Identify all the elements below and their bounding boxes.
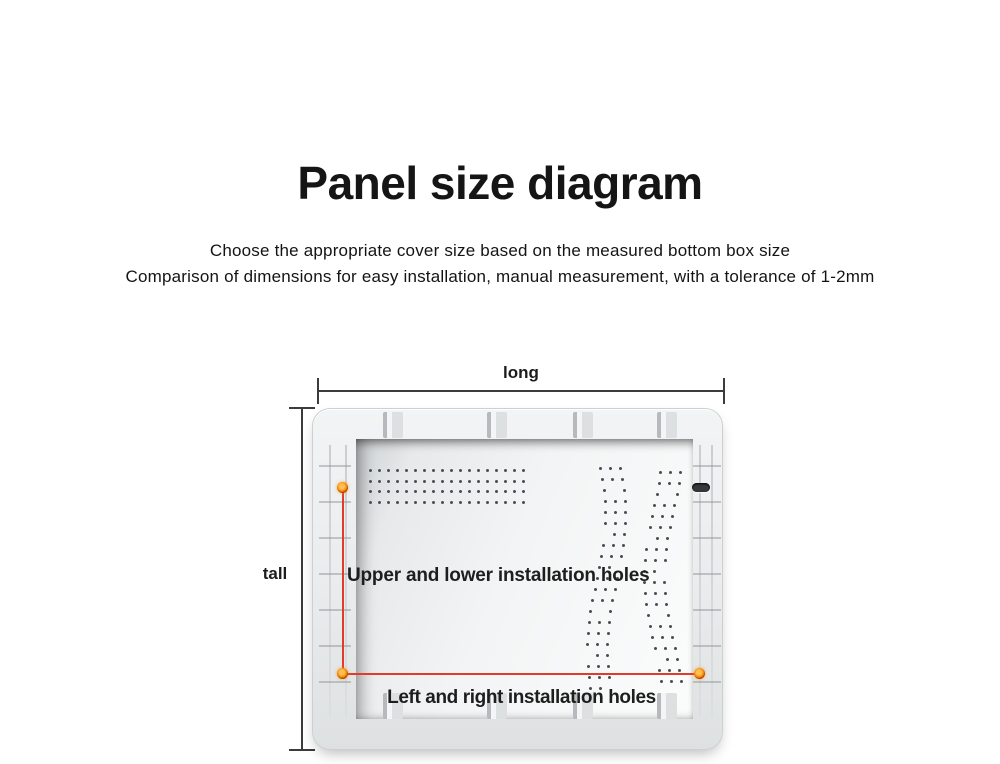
hole-dot [649, 526, 652, 529]
hole-dot [486, 490, 489, 493]
hole-dot [666, 658, 669, 661]
rim-rib [319, 609, 351, 611]
hole-dot [423, 501, 426, 504]
hole-dot [495, 469, 498, 472]
hole-dot [513, 480, 516, 483]
hole-dot [414, 490, 417, 493]
hole-dot [432, 501, 435, 504]
hole-dot [369, 469, 372, 472]
hole-dot [477, 469, 480, 472]
hole-dot [604, 522, 607, 525]
hole-dot [459, 469, 462, 472]
hole-dot [644, 592, 647, 595]
dimension-cap-right [723, 378, 725, 404]
hole-dot [659, 625, 662, 628]
hole-dot [486, 469, 489, 472]
hole-dot [450, 469, 453, 472]
hole-dot [468, 490, 471, 493]
hole-dot [459, 501, 462, 504]
dimension-line-horizontal [317, 390, 725, 392]
hole-dot [654, 592, 657, 595]
hole-dot [522, 501, 525, 504]
hole-dot [522, 469, 525, 472]
rim-rib [319, 645, 351, 647]
hole-dot [608, 621, 611, 624]
hole-dot [432, 480, 435, 483]
hole-dot [597, 632, 600, 635]
hole-dot [654, 559, 657, 562]
hole-dot [396, 480, 399, 483]
hole-dot [671, 515, 674, 518]
mounting-slot-hole-icon [692, 483, 710, 492]
hole-dot [432, 490, 435, 493]
hole-dot [504, 480, 507, 483]
hole-dot [468, 469, 471, 472]
hole-dot [623, 489, 626, 492]
horizontal-measure-line [343, 673, 700, 675]
hole-dot [450, 490, 453, 493]
hole-dot [624, 500, 627, 503]
hole-dot [468, 501, 471, 504]
vertical-measure-line [342, 488, 344, 674]
hole-dot [504, 469, 507, 472]
hole-dot [588, 676, 591, 679]
top-rim-notch [487, 412, 507, 438]
hole-dot [604, 500, 607, 503]
rim-rib [319, 465, 351, 467]
hole-dot [656, 493, 659, 496]
hole-dot [647, 614, 650, 617]
hole-dot [441, 501, 444, 504]
hole-dot [423, 469, 426, 472]
hole-dot [654, 647, 657, 650]
hole-dot [587, 665, 590, 668]
hole-dot [624, 522, 627, 525]
hole-dot [668, 669, 671, 672]
hole-dot [396, 490, 399, 493]
hole-dot [378, 480, 381, 483]
hole-dot [387, 501, 390, 504]
hole-dot [676, 493, 679, 496]
hole-dot [495, 501, 498, 504]
hole-dot [441, 480, 444, 483]
hole-dot [414, 501, 417, 504]
hole-dot [674, 647, 677, 650]
hole-dot [378, 501, 381, 504]
hole-dot [414, 469, 417, 472]
rim-groove [711, 445, 713, 717]
rim-rib [693, 645, 721, 647]
hole-dot [604, 511, 607, 514]
page-title: Panel size diagram [297, 157, 703, 209]
rim-rib [693, 465, 721, 467]
hole-dot [441, 490, 444, 493]
dimension-cap-bottom [289, 749, 315, 751]
hole-dot [670, 680, 673, 683]
subtitle-line-2: Comparison of dimensions for easy installation, manual measurement, with a tolerance of 1-2mm [125, 267, 875, 286]
hole-dot [369, 480, 372, 483]
hole-dot [655, 548, 658, 551]
hole-dot [504, 490, 507, 493]
hole-dot [396, 469, 399, 472]
hole-dot [423, 480, 426, 483]
height-dimension-label: tall [262, 564, 288, 583]
rim-rib [319, 681, 351, 683]
hole-dot [441, 469, 444, 472]
upper-lower-holes-label: Upper and lower installation holes [347, 565, 650, 586]
hole-dot [612, 544, 615, 547]
hole-dot [680, 680, 683, 683]
hole-dot [622, 544, 625, 547]
hole-dot [405, 469, 408, 472]
rim-rib [693, 609, 721, 611]
hole-dot [450, 501, 453, 504]
hole-dot [513, 501, 516, 504]
hole-dot [668, 482, 671, 485]
hole-dot [522, 490, 525, 493]
hole-dot [658, 669, 661, 672]
top-rim-notch [383, 412, 403, 438]
hole-dot [651, 515, 654, 518]
hole-dot [477, 480, 480, 483]
hole-dot [608, 676, 611, 679]
hole-dot [598, 621, 601, 624]
hole-dot [614, 500, 617, 503]
hole-dot [614, 522, 617, 525]
width-dimension-label: long [503, 363, 539, 382]
hole-dot [607, 632, 610, 635]
hole-dot [645, 548, 648, 551]
width-dimension-line [317, 378, 725, 404]
left-right-holes-label: Left and right installation holes [387, 687, 656, 708]
hole-dot [387, 469, 390, 472]
hole-dot [369, 501, 372, 504]
hole-dot [513, 490, 516, 493]
rim-groove [329, 445, 331, 717]
hole-dot [396, 501, 399, 504]
hole-dot [604, 588, 607, 591]
hole-dot [664, 647, 667, 650]
top-rim-notch [657, 412, 677, 438]
hole-dot [405, 480, 408, 483]
hole-dot [598, 676, 601, 679]
hole-dot [588, 621, 591, 624]
hole-dot [603, 489, 606, 492]
hole-dot [664, 592, 667, 595]
hole-dot [387, 490, 390, 493]
hole-dot [661, 515, 664, 518]
hole-dot [405, 501, 408, 504]
hole-dot [676, 658, 679, 661]
hole-dot [378, 469, 381, 472]
hole-dot [432, 469, 435, 472]
hole-dot [669, 625, 672, 628]
hole-dot [477, 501, 480, 504]
rim-rib [693, 537, 721, 539]
hole-dot [587, 632, 590, 635]
rim-rib [319, 537, 351, 539]
hole-dot [495, 490, 498, 493]
hole-dot [387, 480, 390, 483]
subtitle [0, 238, 1000, 290]
hole-dot [659, 526, 662, 529]
hole-dot [459, 480, 462, 483]
rim-rib [693, 681, 721, 683]
installation-hole-marker-bottom-left [337, 668, 348, 679]
hole-dot [405, 490, 408, 493]
hole-dot [414, 480, 417, 483]
dimension-line-vertical [301, 407, 303, 751]
rim-rib [693, 501, 721, 503]
installation-hole-marker-bottom-right [694, 668, 705, 679]
hole-dot [477, 490, 480, 493]
panel-photo [312, 408, 723, 750]
hole-dot [522, 480, 525, 483]
hole-dot [513, 469, 516, 472]
installation-hole-marker-top-left [337, 482, 348, 493]
hole-dot [597, 665, 600, 668]
hole-dot [678, 482, 681, 485]
hole-dot [658, 482, 661, 485]
subtitle-line-1: Choose the appropriate cover size based on the measured bottom box size [209, 241, 791, 260]
hole-dot [669, 526, 672, 529]
hole-dot [468, 480, 471, 483]
hole-dot [594, 588, 597, 591]
hole-dot [678, 669, 681, 672]
hole-dot [450, 480, 453, 483]
rim-rib [319, 501, 351, 503]
hole-dot [649, 625, 652, 628]
hole-dot [486, 501, 489, 504]
hole-dot [602, 544, 605, 547]
hole-dot [614, 588, 617, 591]
hole-dot [644, 559, 647, 562]
hole-dot [624, 511, 627, 514]
hole-dot [369, 490, 372, 493]
hole-dot [495, 480, 498, 483]
hole-dot [504, 501, 507, 504]
top-rim-notch [573, 412, 593, 438]
hole-dot [459, 490, 462, 493]
hole-dot [665, 548, 668, 551]
hole-dot [378, 490, 381, 493]
hole-dot [660, 680, 663, 683]
hole-dot [423, 490, 426, 493]
hole-dot [667, 614, 670, 617]
hole-dot [607, 665, 610, 668]
rim-rib [693, 573, 721, 575]
hole-dot [614, 511, 617, 514]
hole-dot [486, 480, 489, 483]
hole-dot [664, 559, 667, 562]
